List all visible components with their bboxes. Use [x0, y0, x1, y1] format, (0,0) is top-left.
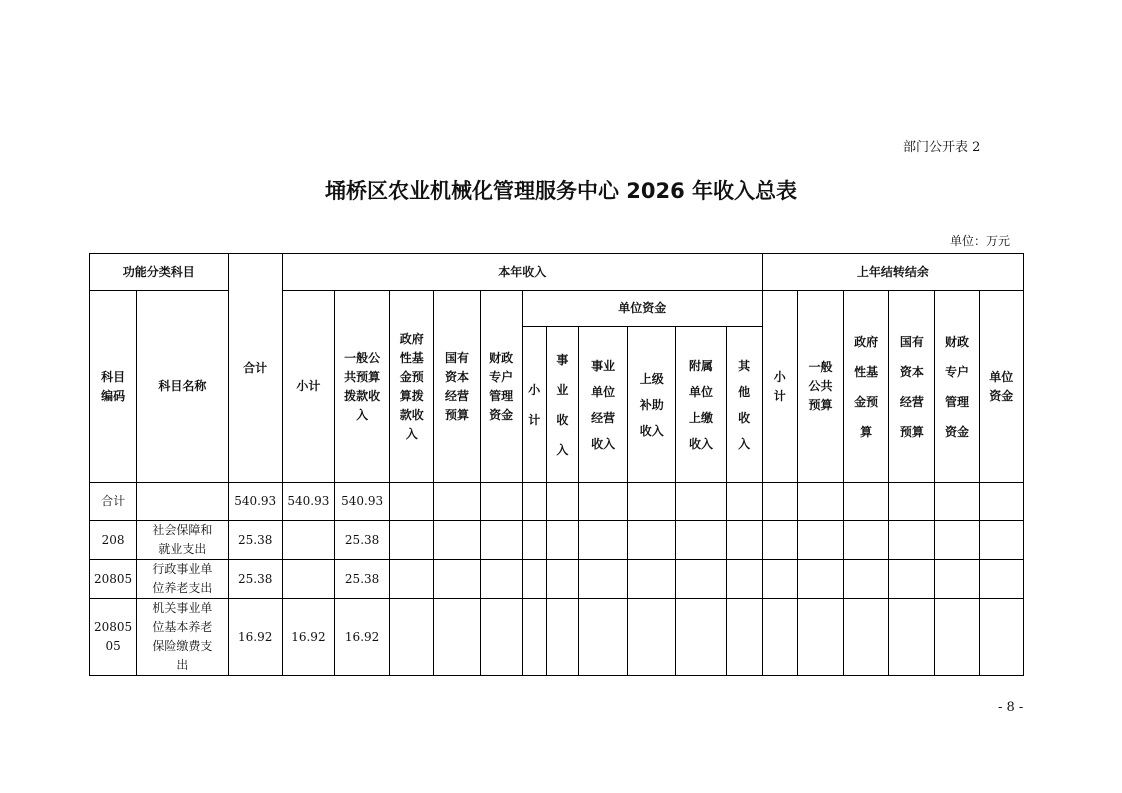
table-row [90, 560, 1024, 599]
cell-empty [797, 599, 843, 676]
header-code: 科目 编码 [90, 291, 137, 483]
header-total: 合计 [228, 254, 282, 483]
cell-empty [480, 483, 522, 521]
cell-empty [390, 560, 434, 599]
cell-empty [578, 483, 627, 521]
cell-empty [628, 599, 676, 676]
revenue-table [89, 253, 1024, 676]
header-cy-general: 一般公 共预算 拨款收 入 [335, 291, 390, 483]
cell-name: 机关事业单 位基本养老 保险缴费支 出 [137, 599, 228, 676]
cell-code: 208 [90, 521, 137, 560]
cell-empty [762, 599, 797, 676]
cell-name [137, 483, 228, 521]
cell-cy-general: 16.92 [335, 599, 390, 676]
cell-empty [546, 599, 578, 676]
cell-empty [726, 483, 762, 521]
cell-empty [726, 560, 762, 599]
cell-empty [578, 599, 627, 676]
header-name: 科目名称 [137, 291, 228, 483]
cell-cy-subtotal [282, 560, 334, 599]
cell-code: 20805 [90, 560, 137, 599]
cell-empty [844, 560, 889, 599]
cell-empty [546, 483, 578, 521]
cell-cy-general: 25.38 [335, 560, 390, 599]
table-tag: 部门公开表 2 [903, 140, 981, 155]
header-py-state-capital: 国有 资本 经营 预算 [889, 291, 935, 483]
cell-empty [390, 599, 434, 676]
cell-empty [889, 521, 935, 560]
cell-empty [522, 483, 546, 521]
cell-empty [434, 560, 480, 599]
header-uf-affiliated: 附属 单位 上缴 收入 [676, 327, 726, 483]
header-uf-superior: 上级 补助 收入 [628, 327, 676, 483]
cell-empty [889, 599, 935, 676]
cell-empty [578, 560, 627, 599]
cell-empty [434, 483, 480, 521]
header-uf-operation: 事业 单位 经营 收入 [578, 327, 627, 483]
cell-empty [390, 483, 434, 521]
table-row [90, 483, 1024, 521]
page-number: - 8 - [998, 700, 1024, 715]
cell-empty [676, 521, 726, 560]
cell-empty [628, 560, 676, 599]
group-unit-funds: 单位资金 [522, 291, 762, 327]
cell-empty [726, 521, 762, 560]
cell-empty [546, 560, 578, 599]
header-uf-business: 事 业 收 入 [546, 327, 578, 483]
header-cy-gov-fund: 政府 性基 金预 算拨 款收 入 [390, 291, 434, 483]
cell-empty [979, 560, 1023, 599]
cell-cy-subtotal [282, 521, 334, 560]
cell-empty [889, 560, 935, 599]
cell-empty [480, 599, 522, 676]
header-cy-state-capital: 国有 资本 经营 预算 [434, 291, 480, 483]
cell-empty [797, 560, 843, 599]
cell-empty [628, 483, 676, 521]
cell-empty [762, 483, 797, 521]
cell-empty [979, 483, 1023, 521]
header-uf-subtotal: 小 计 [522, 327, 546, 483]
cell-total: 540.93 [228, 483, 282, 521]
cell-empty [935, 599, 979, 676]
header-cy-fiscal-special: 财政 专户 管理 资金 [480, 291, 522, 483]
cell-empty [797, 483, 843, 521]
cell-empty [844, 521, 889, 560]
cell-empty [628, 521, 676, 560]
group-func-category: 功能分类科目 [90, 254, 229, 291]
table-row [90, 599, 1024, 676]
header-py-unit-funds: 单位 资金 [979, 291, 1023, 483]
unit-label: 单位：万元 [950, 234, 1011, 248]
cell-empty [762, 521, 797, 560]
page-title: 埇桥区农业机械化管理服务中心 2026 年收入总表 [324, 179, 798, 203]
header-py-fiscal-special: 财政 专户 管理 资金 [935, 291, 979, 483]
cell-empty [889, 483, 935, 521]
cell-name: 社会保障和 就业支出 [137, 521, 228, 560]
cell-empty [676, 599, 726, 676]
cell-empty [546, 521, 578, 560]
cell-empty [676, 560, 726, 599]
header-py-general: 一般 公共 预算 [797, 291, 843, 483]
cell-empty [844, 483, 889, 521]
cell-empty [844, 599, 889, 676]
cell-empty [522, 560, 546, 599]
cell-cy-general: 25.38 [335, 521, 390, 560]
header-cy-subtotal: 小计 [282, 291, 334, 483]
cell-empty [726, 599, 762, 676]
group-prior-year: 上年结转结余 [762, 254, 1023, 291]
cell-total: 16.92 [228, 599, 282, 676]
cell-empty [480, 521, 522, 560]
cell-empty [676, 483, 726, 521]
cell-cy-general: 540.93 [335, 483, 390, 521]
cell-empty [480, 560, 522, 599]
cell-name: 行政事业单 位养老支出 [137, 560, 228, 599]
cell-empty [979, 521, 1023, 560]
cell-cy-subtotal: 16.92 [282, 599, 334, 676]
cell-empty [979, 599, 1023, 676]
cell-empty [390, 521, 434, 560]
cell-empty [522, 521, 546, 560]
cell-total: 25.38 [228, 560, 282, 599]
cell-empty [762, 560, 797, 599]
cell-empty [797, 521, 843, 560]
cell-empty [434, 521, 480, 560]
cell-total: 25.38 [228, 521, 282, 560]
table-row [90, 521, 1024, 560]
cell-code: 合计 [90, 483, 137, 521]
header-py-subtotal: 小 计 [762, 291, 797, 483]
cell-empty [522, 599, 546, 676]
cell-code: 208​05 05 [90, 599, 137, 676]
header-uf-other: 其 他 收 入 [726, 327, 762, 483]
cell-empty [434, 599, 480, 676]
cell-cy-subtotal: 540.93 [282, 483, 334, 521]
cell-empty [935, 521, 979, 560]
header-py-gov-fund: 政府 性基 金预 算 [844, 291, 889, 483]
cell-empty [578, 521, 627, 560]
cell-empty [935, 483, 979, 521]
cell-empty [935, 560, 979, 599]
group-current-year: 本年收入 [282, 254, 762, 291]
